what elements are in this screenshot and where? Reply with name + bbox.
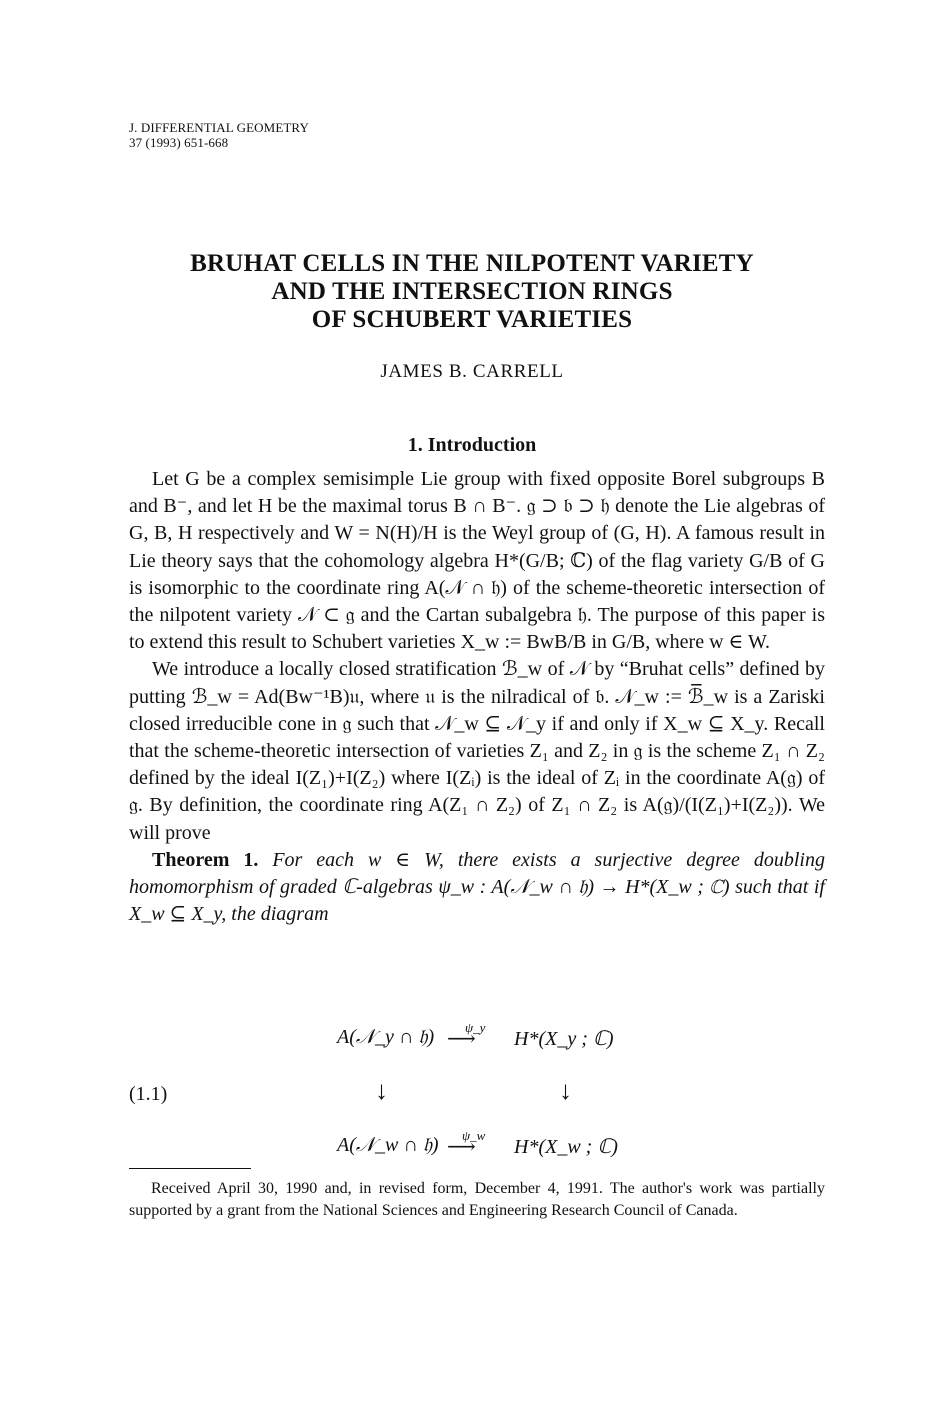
theorem-1 xyxy=(129,847,825,929)
journal-citation: 37 (1993) 651-668 xyxy=(129,135,229,150)
section-heading: 1. Introduction xyxy=(407,434,537,456)
paper-title xyxy=(0,250,944,334)
diagram-bottom-arrow-label: ψ_w xyxy=(462,1128,486,1143)
paragraph-1: Let G be a complex semisimple Lie group with fixed opposite Borel subgroups B and B⁻, and let H be the maximal torus B ∩ B⁻. 𝔤 ⊃ 𝔟 ⊃ 𝔥 denote the Lie algebras of G, B, H respectively and W = N(H)/H is the Weyl group of (G, H). A famous result in Lie theory says that the cohomology algebra H*(G/B; ℂ) of the flag variety G/B of G is isomorphic to the coordinate ring A(𝒩 ∩ 𝔥) of the scheme-theoretic intersection of the nilpotent variety 𝒩 ⊂ 𝔤 and the Cartan subalgebra 𝔥. The purpose of this paper is to extend this result to Schubert varieties X_w := BwB/B in G/B, where w ∈ W. xyxy=(129,468,825,654)
body-text xyxy=(129,466,825,928)
commutative-diagram xyxy=(129,1010,825,1170)
down-arrow-icon: ↓ xyxy=(375,1076,388,1105)
diagram-top-arrow-label: ψ_y xyxy=(465,1020,486,1035)
title-line-1: BRUHAT CELLS IN THE NILPOTENT VARIETY xyxy=(190,250,754,277)
footnote-text: Received April 30, 1990 and, in revised form, December 4, 1991. The author's work was partially supported by a grant from the National Sciences and Engineering Research Council of Canada. xyxy=(129,1180,825,1219)
down-arrow-icon: ↓ xyxy=(559,1076,572,1105)
journal-name: J. DIFFERENTIAL GEOMETRY xyxy=(129,120,309,135)
title-line-3: OF SCHUBERT VARIETIES xyxy=(311,306,633,333)
author-name: JAMES B. CARRELL xyxy=(380,361,564,382)
diagram-bottom-right: H*(X_w ; ℂ) xyxy=(514,1136,618,1158)
equation-number: (1.1) xyxy=(129,1083,168,1105)
title-line-2: AND THE INTERSECTION RINGS xyxy=(271,278,673,305)
theorem-label: Theorem 1. xyxy=(152,848,259,871)
journal-header xyxy=(129,120,309,150)
footnote-rule xyxy=(129,1168,251,1169)
footnote xyxy=(129,1178,825,1222)
diagram-top-left: A(𝒩_y ∩ 𝔥) xyxy=(337,1026,435,1048)
paragraph-2: We introduce a locally closed stratification ℬ_w of 𝒩 by “Bruhat cells” defined by putting ℬ_w = Ad(Bw⁻¹B)𝔲, where 𝔲 is the nilradical of 𝔟. 𝒩_w := ℬ̅_w is a Zariski closed irreducible cone in 𝔤 such that 𝒩_w ⊆ 𝒩_y if and only if X_w ⊆ X_y. Recall that the scheme-theoretic intersection of varieties Z₁ and Z₂ in 𝔤 is the scheme Z₁ ∩ Z₂ defined by the ideal I(Z₁)+I(Z₂) where I(Zᵢ) is the ideal of Zᵢ in the coordinate A(𝔤) of 𝔤. By definition, the coordinate ring A(Z₁ ∩ Z₂) of Z₁ ∩ Z₂ is A(𝔤)/(I(Z₁)+I(Z₂)). We will prove xyxy=(129,658,825,844)
diagram-top-right: H*(X_y ; ℂ) xyxy=(514,1028,614,1050)
right-arrow-icon: ⟶ xyxy=(447,1136,476,1158)
right-arrow-icon: ⟶ xyxy=(447,1028,476,1050)
theorem-statement: For each w ∈ W, there exists a surjective degree doubling homomorphism of graded ℂ-algebras ψ_w : A(𝒩_w ∩ 𝔥) → H*(X_w ; ℂ) such that if X_w ⊆ X_y, the diagram xyxy=(129,848,825,926)
diagram-bottom-left: A(𝒩_w ∩ 𝔥) xyxy=(337,1134,439,1156)
